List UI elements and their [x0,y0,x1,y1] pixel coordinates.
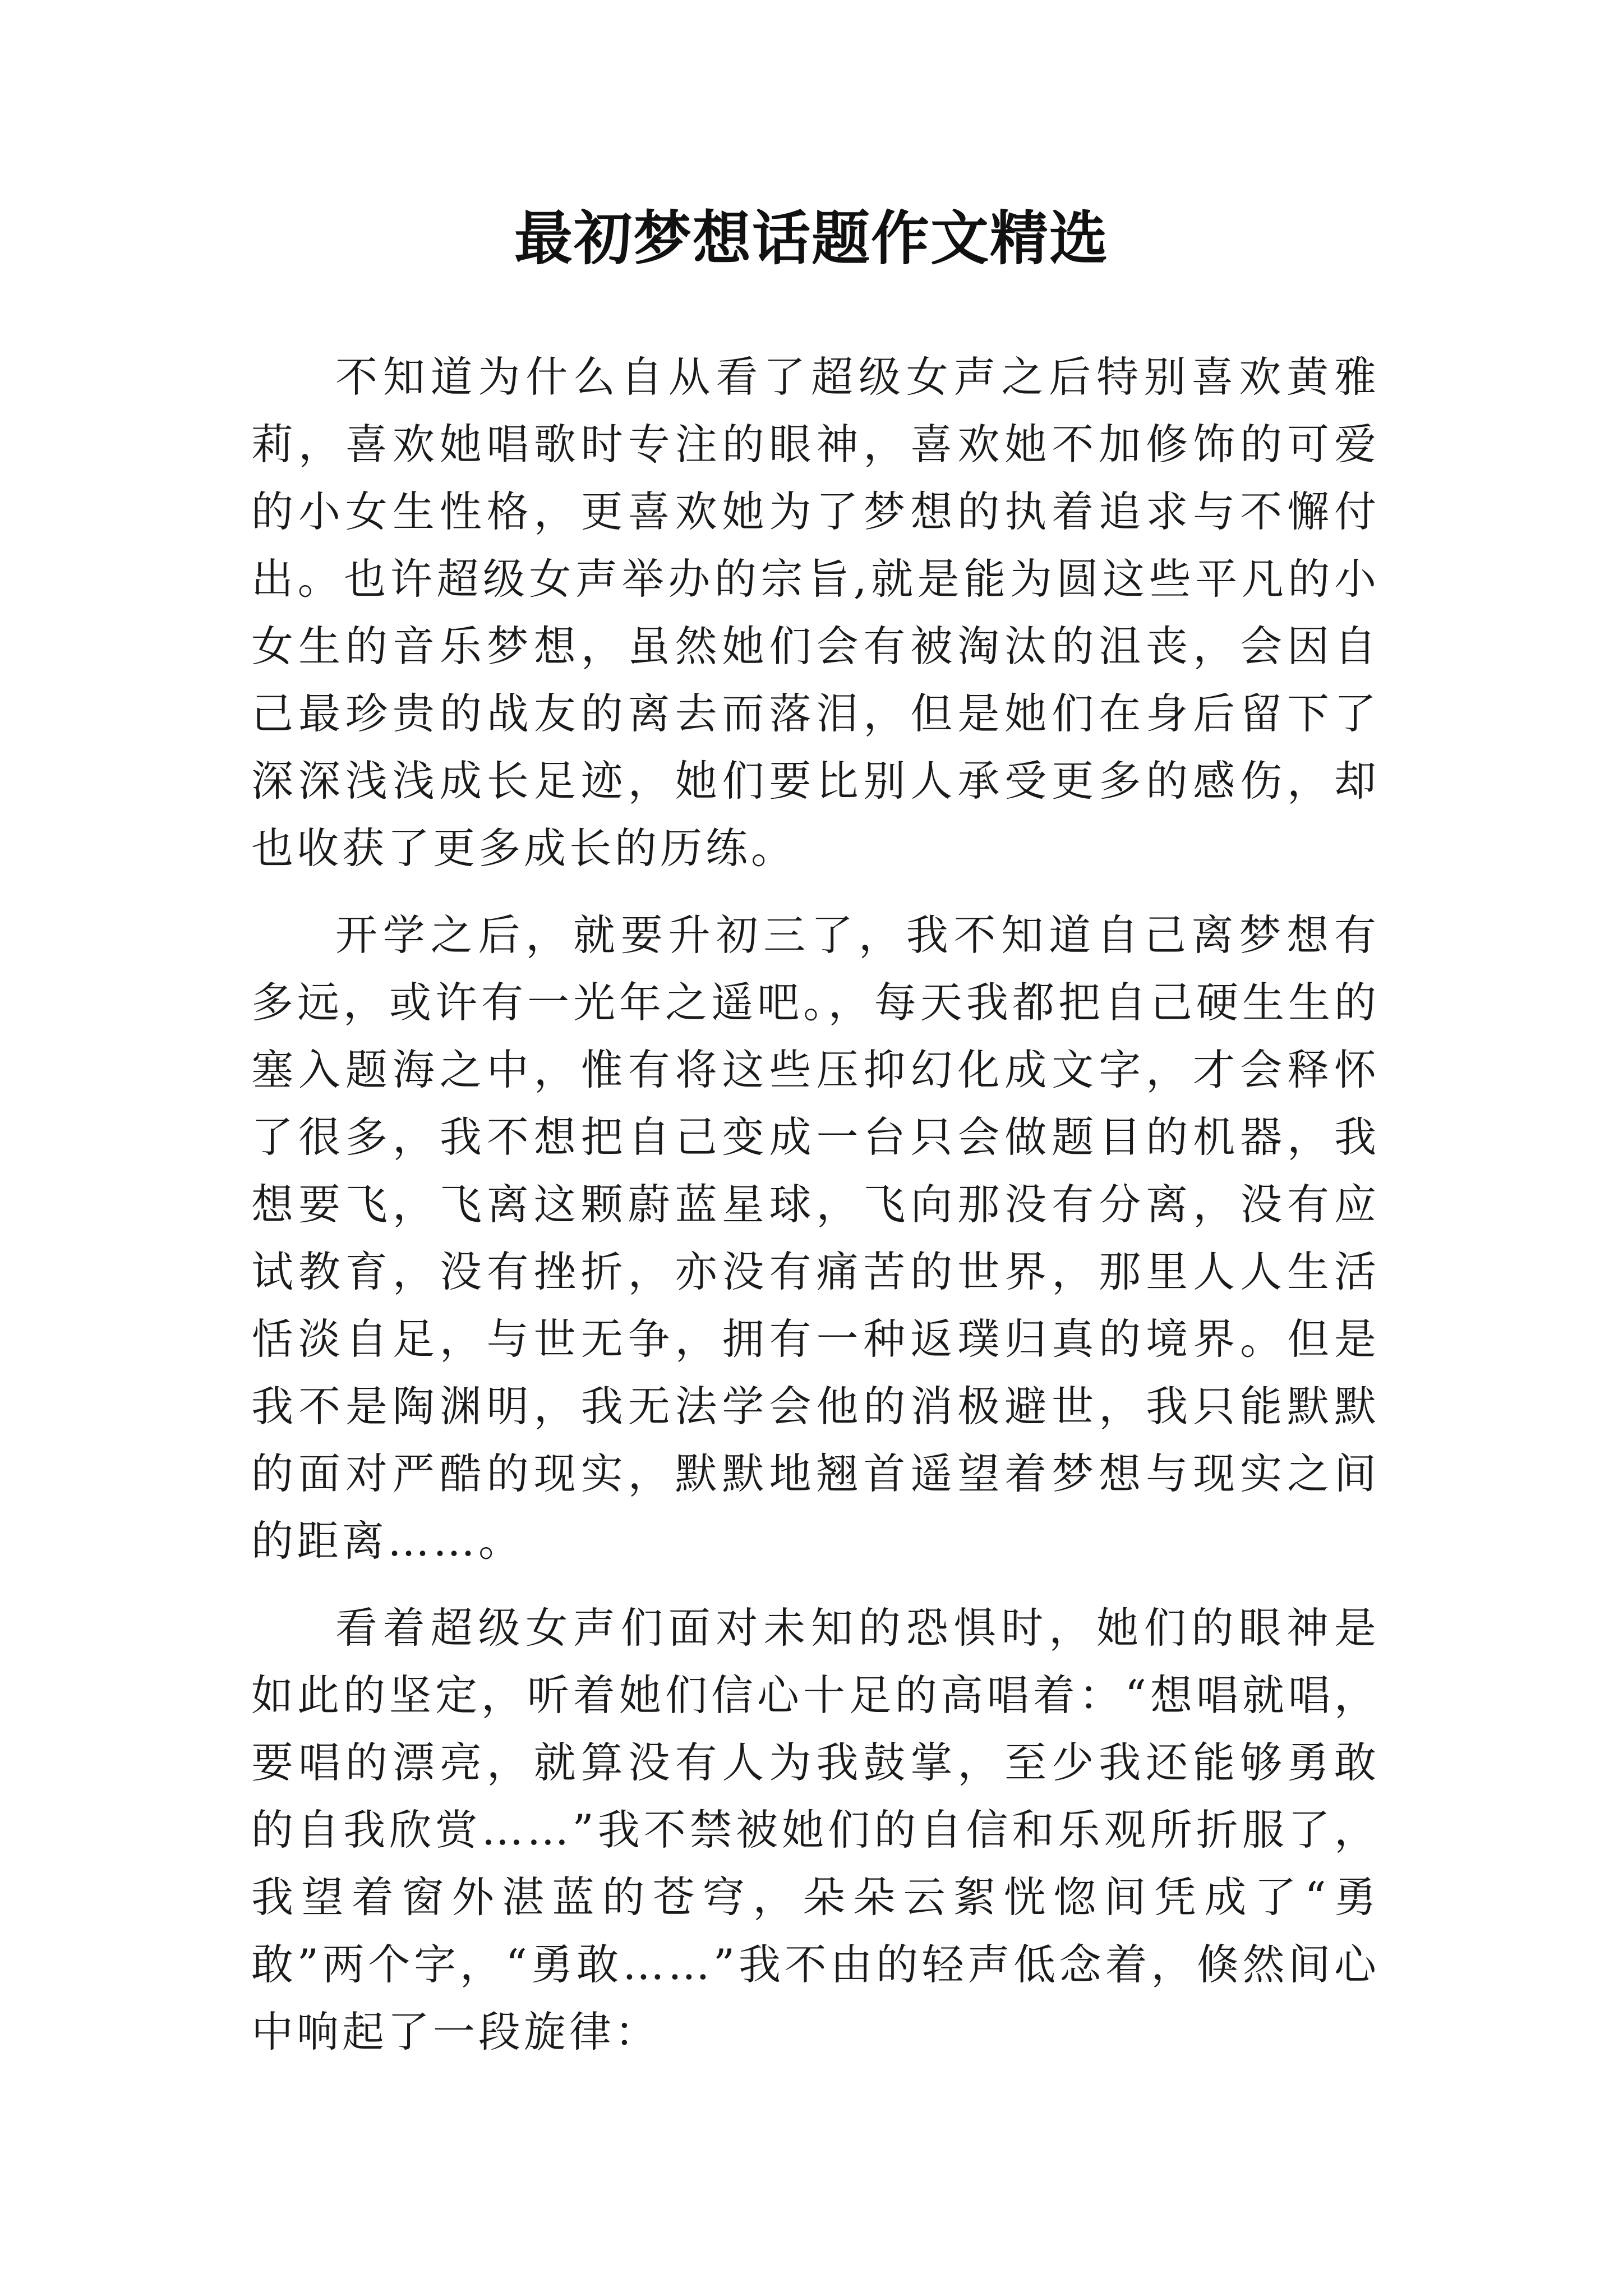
paragraph-2: 开学之后，就要升初三了，我不知道自己离梦想有多远，或许有一光年之遥吧。，每天我都把自己硬生生的塞入题海之中，惟有将这些压抑幻化成文字，才会释怀了很多，我不想把自己变成一台只会做题目的机器，我想要飞，飞离这颗蔚蓝星球，飞向那没有分离，没有应试教育，没有挫折，亦没有痛苦的世界，那里人人生活恬淡自足，与世无争，拥有一种返璞归真的境界。但是我不是陶渊明，我无法学会他的消极避世，我只能默默的面对严酷的现实，默默地翘首遥望着梦想与现实之间的距离……。 [251,910,1380,1566]
paragraph-3: 看着超级女声们面对未知的恐惧时，她们的眼神是如此的坚定，听着她们信心十足的高唱着：“想唱就唱，要唱的漂亮，就算没有人为我鼓掌，至少我还能够勇敢的自我欣赏……”我不禁被她们的自信和乐观所折服了，我望着窗外湛蓝的苍穹，朵朵云絮恍惚间凭成了“勇敢”两个字，“勇敢……”我不由的轻声低念着，倏然间心中响起了一段旋律： [251,1603,1380,2056]
document-body [251,343,1380,2085]
paragraph-1: 不知道为什么自从看了超级女声之后特别喜欢黄雅莉，喜欢她唱歌时专注的眼神，喜欢她不加修饰的可爱的小女生性格，更喜欢她为了梦想的执着追求与不懈付出。也许超级女声举办的宗旨,就是能为圆这些平凡的小女生的音乐梦想，虽然她们会有被淘汰的沮丧，会因自己最珍贵的战友的离去而落泪，但是她们在身后留下了深深浅浅成长足迹，她们要比别人承受更多的感伤，却也收获了更多成长的历练。 [251,352,1380,873]
document-title: 最初梦想话题作文精选 [514,204,1109,273]
